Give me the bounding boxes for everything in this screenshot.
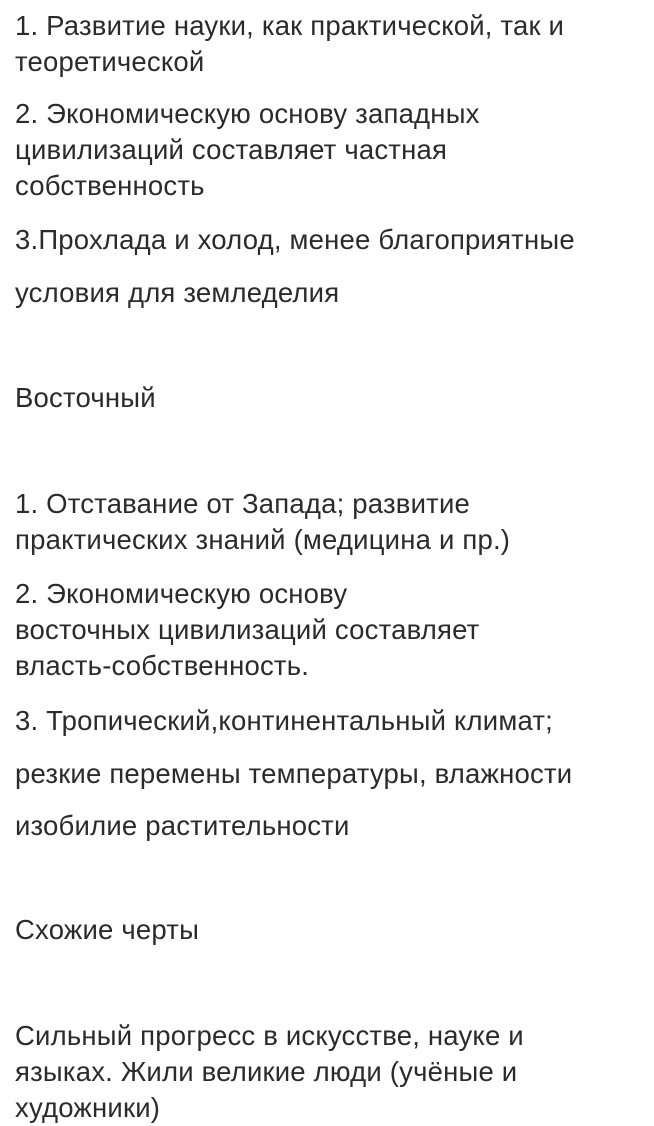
eastern-heading: Восточный (15, 382, 156, 413)
text-line: условия для земледелия (15, 277, 340, 308)
eastern-point-economy (15, 576, 651, 684)
text-line: языках. Жили великие люди (учёные и (15, 1056, 518, 1087)
similar-heading: Схожие черты (15, 914, 200, 945)
text-line: 1. Отставание от Запада; развитие (15, 488, 471, 519)
text-line: власть-собственность. (15, 650, 310, 681)
text-line: Сильный прогресс в искусстве, науке и (15, 1020, 524, 1051)
western-point-agriculture (15, 275, 651, 311)
text-line: собственность (15, 170, 205, 201)
eastern-point-temperature (15, 756, 651, 792)
text-line: 2. Экономическую основу (15, 578, 348, 609)
text-line: резкие перемены температуры, влажности (15, 758, 573, 789)
western-point-economy (15, 96, 651, 204)
text-line: 3. Тропический,континентальный климат; (15, 705, 553, 736)
text-line: теоретической (15, 46, 205, 77)
text-line: 3.Прохлада и холод, менее благоприятные (15, 224, 575, 255)
western-point-climate (15, 222, 651, 258)
text-line: цивилизаций составляет частная (15, 134, 448, 165)
text-line: 1. Развитие науки, как практической, так и (15, 10, 565, 41)
western-point-science (15, 8, 651, 80)
text-line: восточных цивилизаций составляет (15, 614, 480, 645)
text-line: художники) (15, 1092, 161, 1123)
eastern-point-science (15, 486, 651, 558)
text-line: 2. Экономическую основу западных (15, 98, 480, 129)
eastern-point-vegetation (15, 808, 651, 844)
similar-features-text (15, 1018, 651, 1126)
text-line: изобилие растительности (15, 810, 350, 841)
eastern-point-climate (15, 703, 651, 739)
text-line: практических знаний (медицина и пр.) (15, 524, 511, 555)
